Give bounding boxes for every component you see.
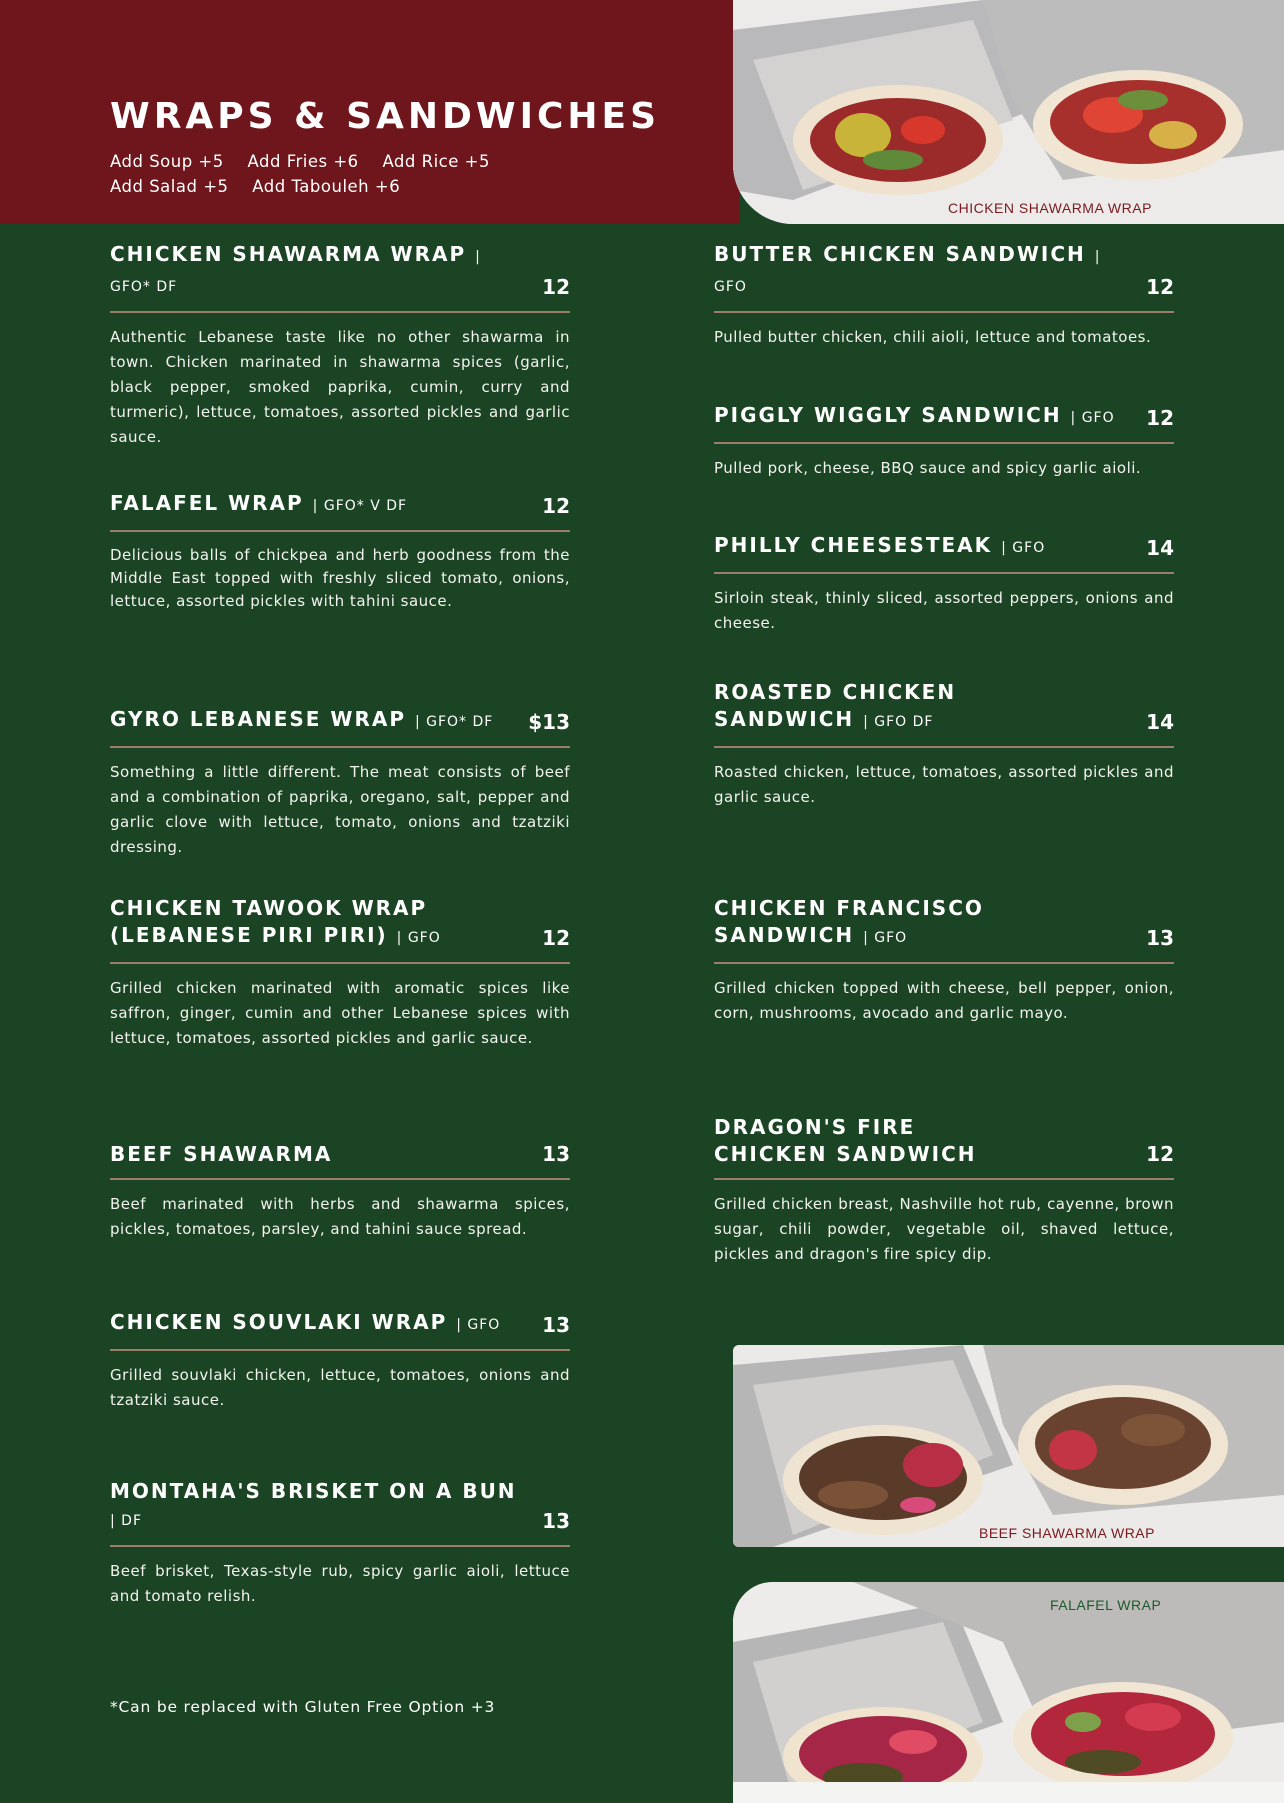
item-header	[714, 242, 1174, 313]
item-header	[110, 1479, 570, 1547]
item-price: 12	[542, 926, 570, 950]
item-price: 14	[1146, 710, 1174, 734]
item-description: Grilled chicken topped with cheese, bell pepper, onion, corn, mushrooms, avocado and garlic mayo.	[714, 979, 1174, 1022]
item-description: Sirloin steak, thinly sliced, assorted peppers, onions and cheese.	[714, 589, 1174, 632]
addon-row-2	[110, 177, 508, 202]
menu-item-montahas-brisket	[110, 1479, 570, 1609]
menu-header	[0, 0, 740, 224]
falafel-wrap-photo	[733, 1582, 1284, 1803]
menu-item-roasted-chicken-sandwich	[714, 680, 1174, 810]
diet-tags: GFO* V DF	[323, 498, 408, 514]
diet-tags: GFO	[1081, 410, 1115, 426]
item-description: Grilled chicken marinated with aromatic spices like saffron, ginger, cumin and other Lebanese spices with lettuce, tomatoes, assorted pickles and garlic sauce.	[110, 979, 570, 1047]
item-title: CHICKEN SHAWARMA WRAP	[110, 242, 467, 266]
beef-shawarma-wrap-photo	[733, 1345, 1284, 1547]
item-price: 13	[1146, 926, 1174, 950]
item-price: 12	[1146, 275, 1174, 299]
diet-tags: GFO	[467, 1317, 501, 1333]
addon-rice: Add Rice +5	[382, 152, 490, 171]
item-header	[110, 896, 570, 964]
menu-item-dragons-fire-sandwich	[714, 1112, 1174, 1267]
wrap-illustration	[733, 1582, 1284, 1803]
item-header	[714, 1112, 1174, 1180]
item-title: FALAFEL WRAP	[110, 491, 304, 515]
item-header	[714, 896, 1174, 964]
page-title: WRAPS & SANDWICHES	[110, 96, 661, 137]
item-price: 13	[542, 1509, 570, 1533]
item-description: Delicious balls of chickpea and herb goodness from the Middle East topped with freshly sliced tomato, onions, lettuce, assorted pickles with tahini sauce.	[110, 546, 570, 610]
item-name: CHICKEN SOUVLAKI WRAP | GFO	[110, 1310, 501, 1334]
item-name: PIGGLY WIGGLY SANDWICH | GFO	[714, 403, 1115, 427]
item-price: 13	[542, 1313, 570, 1337]
item-name: CHICKEN SHAWARMA WRAP | GFO* DF	[110, 242, 481, 295]
item-header	[110, 464, 570, 532]
item-header	[110, 680, 570, 748]
item-description: Pulled butter chicken, chili aioli, lettuce and tomatoes.	[714, 328, 1152, 346]
item-name: MONTAHA'S BRISKET ON A BUN | DF	[110, 1479, 517, 1529]
addon-fries: Add Fries +6	[247, 152, 359, 171]
diet-tags: GFO DF	[874, 714, 934, 730]
menu-item-chicken-tawook-wrap	[110, 896, 570, 1051]
menu-item-philly-cheesesteak	[714, 506, 1174, 636]
item-name: BEEF SHAWARMA	[110, 1142, 333, 1166]
diet-tags: GFO* DF	[110, 279, 178, 295]
diet-tags: GFO	[1012, 540, 1046, 556]
item-header	[714, 506, 1174, 574]
item-price: 14	[1146, 536, 1174, 560]
addon-list	[110, 152, 508, 202]
item-description: Grilled chicken breast, Nashville hot rub, cayenne, brown sugar, chili powder, vegetable oil, shaved lettuce, pickles and dragon's fire spicy dip.	[714, 1195, 1174, 1263]
item-name: BUTTER CHICKEN SANDWICH | GFO	[714, 242, 1101, 295]
diet-tags: GFO	[407, 930, 441, 946]
item-description: Grilled souvlaki chicken, lettuce, tomatoes, onions and tzatziki sauce.	[110, 1366, 570, 1409]
item-title: PHILLY CHEESESTEAK	[714, 533, 993, 557]
item-name: PHILLY CHEESESTEAK | GFO	[714, 533, 1046, 557]
photo-caption: FALAFEL WRAP	[1050, 1597, 1162, 1613]
diet-tags: GFO	[874, 930, 908, 946]
item-header	[110, 242, 570, 313]
item-header	[110, 1112, 570, 1180]
item-header	[110, 1283, 570, 1351]
wrap-illustration	[733, 1345, 1284, 1547]
menu-item-butter-chicken-sandwich	[714, 242, 1174, 350]
addon-soup: Add Soup +5	[110, 152, 224, 171]
item-title: ROASTED CHICKEN SANDWICH	[714, 680, 957, 731]
addon-tabouleh: Add Tabouleh +6	[252, 177, 401, 196]
gluten-free-footnote: *Can be replaced with Gluten Free Option +3	[110, 1698, 496, 1716]
item-description: Roasted chicken, lettuce, tomatoes, assorted pickles and garlic sauce.	[714, 763, 1174, 806]
menu-item-beef-shawarma	[110, 1112, 570, 1242]
item-name: CHICKEN FRANCISCO SANDWICH | GFO	[714, 896, 984, 947]
photo-caption: BEEF SHAWARMA WRAP	[979, 1525, 1155, 1541]
item-title: CHICKEN SOUVLAKI WRAP	[110, 1310, 448, 1334]
item-title: PIGGLY WIGGLY SANDWICH	[714, 403, 1062, 427]
item-header	[714, 680, 1174, 748]
menu-item-gyro-lebanese-wrap	[110, 680, 570, 860]
photo-caption: CHICKEN SHAWARMA WRAP	[948, 200, 1152, 216]
item-name: FALAFEL WRAP | GFO* V DF	[110, 491, 408, 515]
item-price: 12	[1146, 406, 1174, 430]
item-description: Pulled pork, cheese, BBQ sauce and spicy garlic aioli.	[714, 459, 1142, 477]
addon-row-1	[110, 152, 508, 177]
addon-salad: Add Salad +5	[110, 177, 229, 196]
item-title: CHICKEN TAWOOK WRAP (LEBANESE PIRI PIRI)	[110, 896, 428, 947]
diet-tags: GFO* DF	[426, 714, 494, 730]
menu-item-chicken-souvlaki-wrap	[110, 1283, 570, 1413]
item-description: Something a little different. The meat consists of beef and a combination of paprika, oregano, salt, pepper and garlic clove with lettuce, tomato, onions and tzatziki dressing.	[110, 763, 570, 856]
item-name: CHICKEN TAWOOK WRAP (LEBANESE PIRI PIRI) | GFO	[110, 896, 441, 947]
item-name: GYRO LEBANESE WRAP | GFO* DF	[110, 707, 494, 731]
item-price: 12	[542, 494, 570, 518]
item-name: ROASTED CHICKEN SANDWICH | GFO DF	[714, 680, 957, 731]
item-description: Authentic Lebanese taste like no other shawarma in town. Chicken marinated in shawarma spices (garlic, black pepper, smoked paprika, cumin, curry and turmeric), lettuce, tomatoes, assorted pickles and garlic sauce.	[110, 328, 570, 446]
diet-tags: GFO	[714, 279, 747, 295]
item-title: MONTAHA'S BRISKET ON A BUN	[110, 1479, 517, 1503]
item-name: DRAGON'S FIRE CHICKEN SANDWICH	[714, 1115, 977, 1166]
item-price: $13	[528, 710, 570, 734]
menu-item-falafel-wrap	[110, 464, 570, 613]
item-header	[714, 376, 1174, 444]
menu-item-chicken-shawarma-wrap	[110, 242, 570, 450]
item-price: 12	[542, 275, 570, 299]
item-description: Beef brisket, Texas-style rub, spicy garlic aioli, lettuce and tomato relish.	[110, 1562, 570, 1605]
chicken-shawarma-wrap-photo	[733, 0, 1284, 224]
item-price: 12	[1146, 1142, 1174, 1166]
menu-item-piggly-wiggly-sandwich	[714, 376, 1174, 481]
diet-tags: DF	[121, 1513, 143, 1529]
item-description: Beef marinated with herbs and shawarma spices, pickles, tomatoes, parsley, and tahini sauce spread.	[110, 1195, 570, 1238]
item-title: BUTTER CHICKEN SANDWICH	[714, 242, 1086, 266]
item-price: 13	[542, 1142, 570, 1166]
wrap-illustration	[733, 0, 1284, 224]
item-title: GYRO LEBANESE WRAP	[110, 707, 406, 731]
menu-item-chicken-francisco-sandwich	[714, 896, 1174, 1026]
item-title: CHICKEN FRANCISCO SANDWICH	[714, 896, 984, 947]
